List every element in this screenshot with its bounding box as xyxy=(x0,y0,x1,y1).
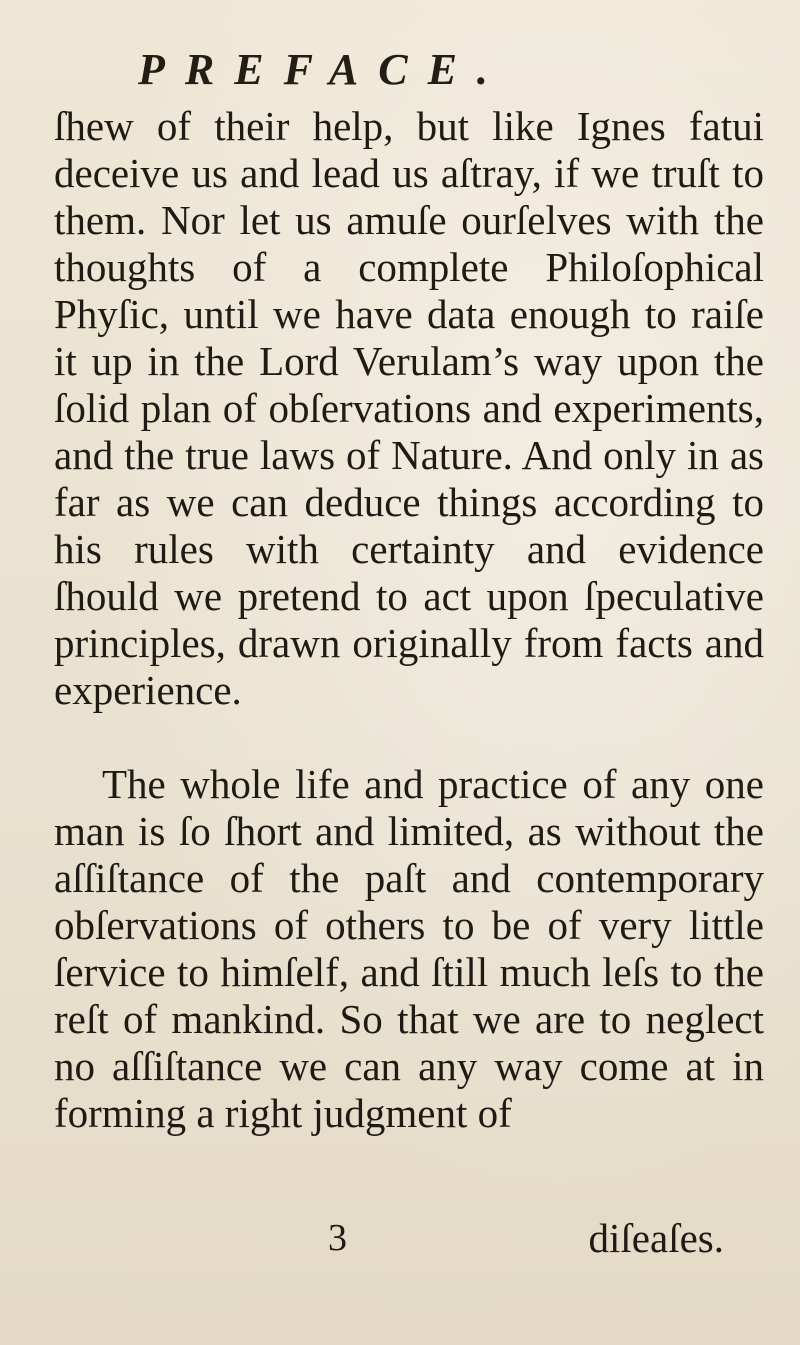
page-footer xyxy=(54,1215,764,1265)
paragraph-2: The whole life and practice of any one man is ſo ſhort and limited, as without the aſſiſtance of the paſt and contemporary obſervations of others to be of very little ſervice to himſelf, and ſtill much leſs to the reſt of mankind. So that we are to neglect no aſſiſtance we can any way come at in forming a right judgment of xyxy=(54,761,764,1136)
running-head: PREFACE. xyxy=(138,45,508,94)
paragraph-1: ſhew of their help, but like Ignes fatui deceive us and lead us aſtray, if we truſt to them. Nor let us amuſe ourſelves with the thoughts of a complete Philoſophical Phyſic, until we have data enough to raiſe it up in the Lord Verulam’s way upon the ſolid plan of obſervations and experiments, and the true laws of Nature. And only in as far as we can deduce things according to his rules with certainty and evidence ſhould we pretend to act upon ſpeculative principles, drawn originally from facts and experience. xyxy=(54,103,764,713)
catchword: diſeaſes. xyxy=(588,1215,724,1261)
body-text xyxy=(54,103,764,1137)
signature-mark: 3 xyxy=(328,1217,347,1259)
